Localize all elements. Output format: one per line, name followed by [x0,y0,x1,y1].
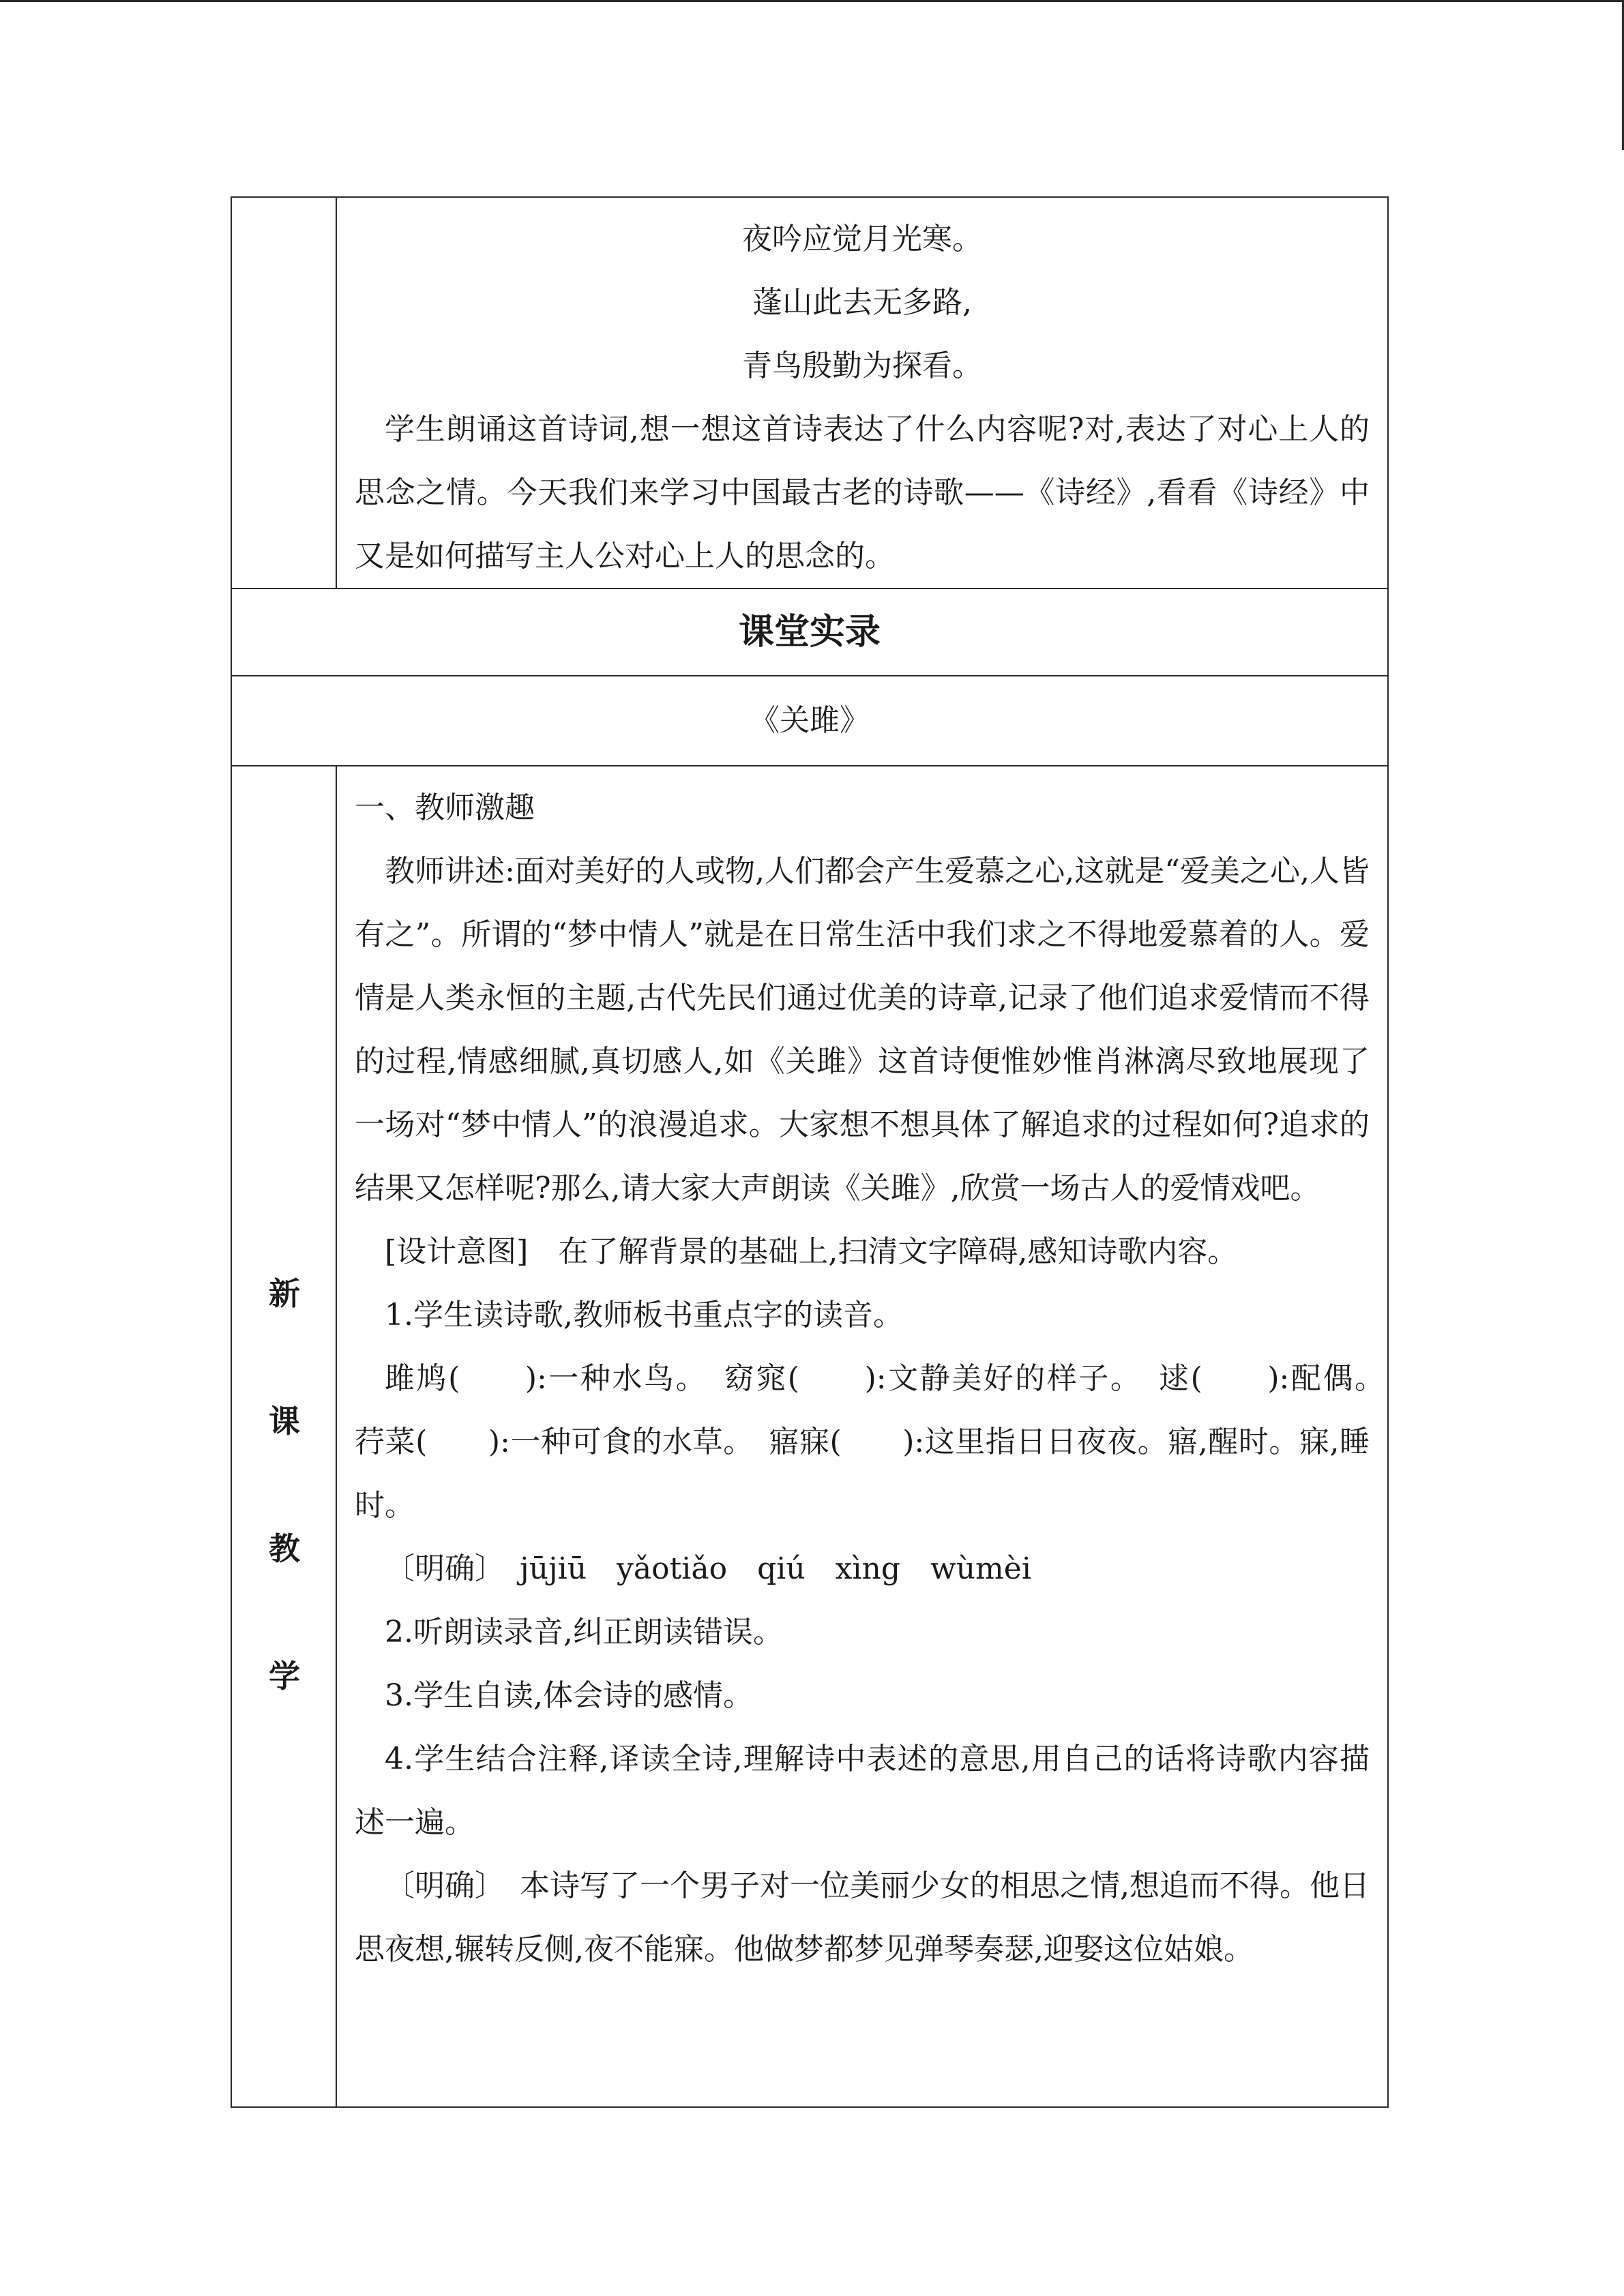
new-lesson-row [231,766,1388,2107]
side-label-char: 课 [269,1403,300,1440]
lesson-content-cell [336,766,1400,2107]
side-label-char: 新 [269,1275,300,1312]
step-3: 3.学生自读,体会诗的感情。 [385,1678,753,1713]
poem-line: 蓬山此去无多路, [752,285,972,320]
step-4: 4.学生结合注释,译读全诗,理解诗中表述的意思,用自己的话将诗歌内容描述一遍。 [355,1742,1370,1840]
intro-paragraph: 学生朗诵这首诗词,想一想这首诗表达了什么内容呢?对,表达了对心上人的思念之情。今天我们来学习中国最古老的诗歌——《诗经》,看看《诗经》中又是如何描写主人公对心上人的思念的。 [355,412,1370,573]
section-title-row [231,588,1388,676]
lesson-title-cell [231,676,1388,766]
lesson-plan-table [231,196,1400,2108]
intro-side-cell [231,197,336,588]
side-label-char: 学 [269,1658,300,1695]
step-1: 1.学生读诗歌,教师板书重点字的读音。 [385,1298,903,1332]
lesson-title-row [231,676,1388,766]
section-title-cell [231,588,1388,676]
side-label [232,1230,337,1740]
poem-line: 青鸟殷勤为探看。 [742,348,982,383]
poem-line: 夜吟应觉月光寒。 [742,222,982,256]
vocabulary-list: 雎鸠( ):一种水鸟。 窈窕( ):文静美好的样子。 逑( ):配偶。 荇菜( ):一种可食的水草。 寤寐( ):这里指日日夜夜。寤,醒时。寐,睡时。 [355,1361,1400,1523]
clarification-pinyin: 〔明确〕 jūjiū yǎotiǎo qiú xìng wùmèi [385,1551,1031,1586]
design-intent: [设计意图] 在了解背景的基础上,扫清文字障碍,感知诗歌内容。 [385,1234,1238,1269]
step-2: 2.听朗读录音,纠正朗读错误。 [385,1615,783,1650]
page-top-border [0,0,1624,2]
teacher-paragraph: 教师讲述:面对美好的人或物,人们都会产生爱慕之心,这就是“爱美之心,人皆有之”。所谓的“梦中情人”就是在日常生活中我们求之不得地爱慕着的人。爱情是人类永恒的主题,古代先民们通过优美的诗章,记录了他们追求爱情而不得的过程,情感细腻,真切感人,如《关雎》这首诗便惟妙惟肖淋漓尽致地展现了一场对“梦中情人”的浪漫追求。大家想不想具体了解追求的过程如何?追求的结果又怎样呢?那么,请大家大声朗读《关雎》,欣赏一场古人的爱情戏吧。 [355,854,1370,1206]
side-label-char: 教 [269,1530,300,1567]
section-heading: 一、教师激趣 [355,790,535,825]
clarification-summary: 〔明确〕 本诗写了一个男子对一位美丽少女的相思之情,想追而不得。他日思夜想,辗转反侧,夜不能寐。他做梦都梦见弹琴奏瑟,迎娶这位姑娘。 [355,1868,1370,1967]
intro-row [231,197,1388,588]
section-title: 课堂实录 [738,612,881,653]
intro-content-cell [336,197,1388,588]
lesson-title: 《关雎》 [750,703,870,738]
side-label-cell [231,766,336,2107]
